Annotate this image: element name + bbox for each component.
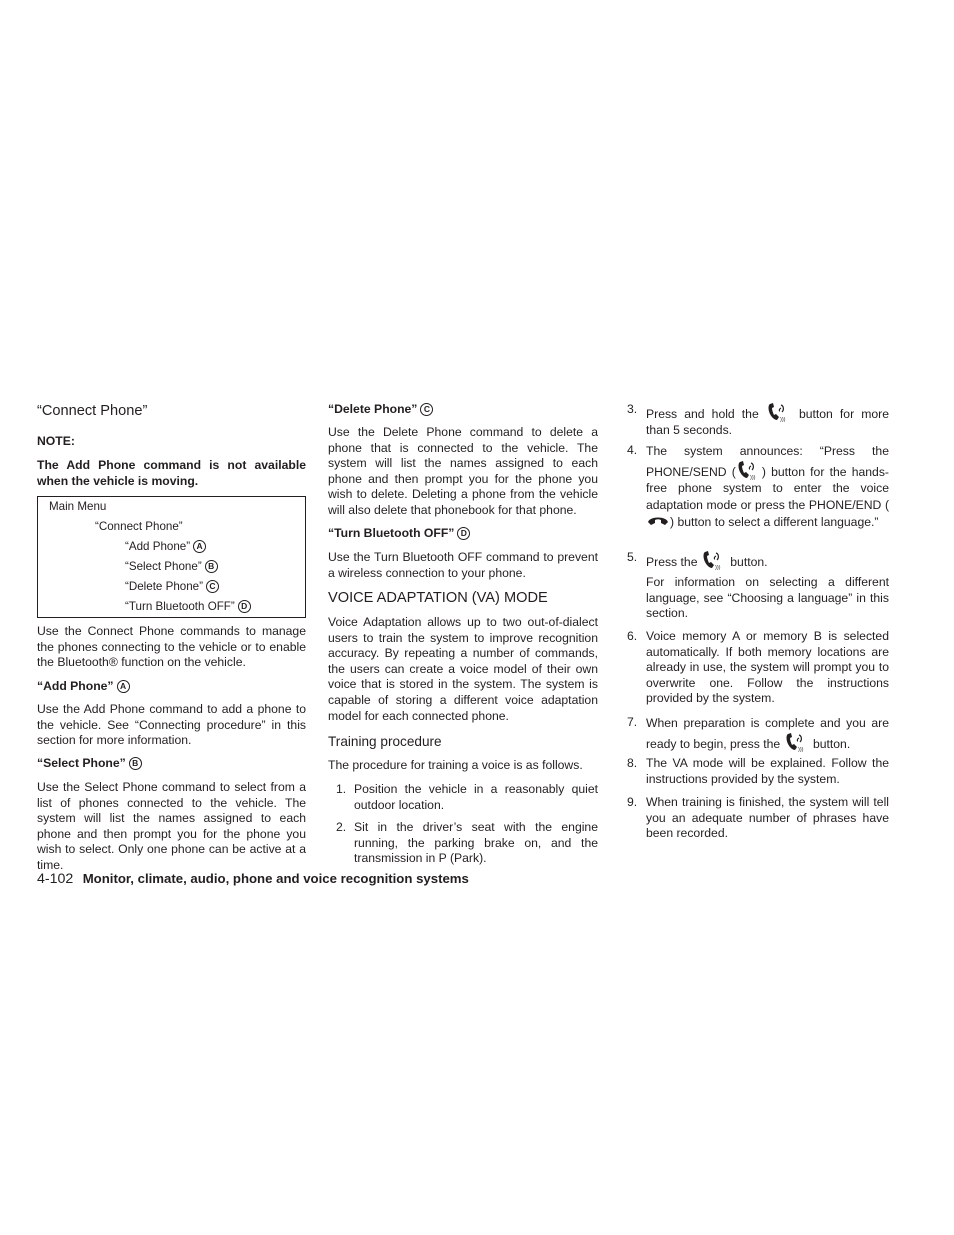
voice-adaptation-text: Voice Adaptation allows up to two out-of-dialect users to train the system to improve recognition accuracy. By repeating a number of commands, the users can create a voice model of their own voice that is stored in the system. The system is capable of storing a different voice adaptation model for each connected phone. [328, 615, 598, 723]
step-text [646, 550, 889, 571]
step-5-note: For information on selecting a different language, see “Choosing a language” in this section. [646, 575, 889, 621]
step-number: 9. [627, 795, 638, 809]
step-text-part: ) button to select a different language.” [670, 515, 879, 530]
select-phone-heading-label: “Select Phone” [37, 756, 126, 770]
step-text-part: Press the [646, 555, 698, 569]
page-number: 4-102 [37, 871, 74, 887]
step-number: 3. [627, 402, 638, 416]
list-item [627, 550, 889, 571]
menu-item-add-phone [125, 540, 206, 554]
add-phone-heading [37, 679, 306, 695]
menu-item-delete-phone [125, 580, 219, 594]
step-number: 7. [627, 715, 638, 729]
menu-item-main-menu: Main Menu [49, 500, 107, 513]
list-item [328, 782, 598, 813]
callout-b-badge: B [205, 560, 218, 573]
note-label: NOTE: [37, 434, 75, 448]
menu-item-select-phone [125, 560, 218, 574]
turn-bluetooth-off-heading [328, 526, 598, 542]
step-number: 5. [627, 550, 638, 564]
step-text-part: button. [812, 737, 851, 751]
callout-d-badge: D [238, 600, 251, 613]
turn-bluetooth-off-text: Use the Turn Bluetooth OFF command to prevent a wireless connection to your phone. [328, 550, 598, 580]
menu-item-connect-phone: “Connect Phone” [95, 520, 183, 533]
list-item [627, 443, 889, 531]
menu-item-select-phone-label: “Select Phone” [125, 560, 202, 573]
list-item [627, 402, 889, 438]
step-text-part: When preparation is complete and you are ready to begin, press the [646, 716, 889, 751]
step-text [646, 443, 889, 531]
menu-item-turn-bluetooth-off [125, 600, 251, 614]
list-item [627, 715, 889, 753]
callout-c-badge: C [206, 580, 219, 593]
step-number: 8. [627, 756, 638, 770]
add-phone-text: Use the Add Phone command to add a phone to the vehicle. See “Connecting procedure” in this section for more information. [37, 702, 306, 748]
step-text: The VA mode will be explained. Follow the instructions provided by the system. [646, 756, 889, 786]
section-heading-voice-adaptation: VOICE ADAPTATION (VA) MODE [328, 590, 548, 606]
step-text: Position the vehicle in a reasonably quiet outdoor location. [354, 782, 598, 812]
step-number: 4. [627, 443, 638, 457]
phone-send-icon [766, 402, 792, 422]
callout-d-badge: D [457, 527, 470, 540]
list-item [627, 756, 889, 787]
phone-send-icon [784, 732, 810, 752]
step-text [646, 402, 889, 438]
phone-end-icon [646, 513, 670, 527]
callout-a-badge: A [117, 680, 130, 693]
step-text: When training is finished, the system will tell you an adequate number of phrases have been recorded. [646, 795, 889, 841]
list-item [627, 795, 889, 842]
turn-bluetooth-off-heading-label: “Turn Bluetooth OFF” [328, 526, 455, 540]
delete-phone-heading-label: “Delete Phone” [328, 402, 418, 416]
section-heading-connect-phone: “Connect Phone” [37, 403, 148, 419]
step-number: 1. [336, 782, 347, 796]
callout-c-badge: C [420, 403, 433, 416]
step-text-part: button for more than 5 seconds. [646, 407, 889, 437]
menu-item-delete-phone-label: “Delete Phone” [125, 580, 203, 593]
menu-tree-box [37, 496, 306, 618]
chapter-title: Monitor, climate, audio, phone and voice recognition systems [82, 871, 469, 886]
step-text [646, 715, 889, 753]
menu-item-turn-bluetooth-off-label: “Turn Bluetooth OFF” [125, 600, 235, 613]
add-phone-heading-label: “Add Phone” [37, 679, 114, 693]
list-item [328, 820, 598, 867]
connect-phone-intro: Use the Connect Phone commands to manage the phones connecting to the vehicle or to enable the Bluetooth® function on the vehicle. [37, 624, 306, 670]
callout-a-badge: A [193, 540, 206, 553]
list-item [627, 629, 889, 707]
note-text: The Add Phone command is not available when the vehicle is moving. [37, 458, 306, 488]
step-number: 6. [627, 629, 638, 643]
phone-send-icon [701, 550, 727, 570]
step-text-part: The system announces: “Press the PHONE/SEND ( [646, 444, 889, 479]
subheading-training-procedure: Training procedure [328, 734, 442, 749]
delete-phone-text: Use the Delete Phone command to delete a phone that is connected to the vehicle. The system will list the names assigned to each phone and then prompt you for the phone you wish to delete. Deleting a phone from the vehicle will also delete that phonebook for that phone. [328, 425, 598, 517]
page-footer [37, 871, 469, 888]
phone-send-icon [736, 460, 762, 480]
step-number: 2. [336, 820, 347, 834]
select-phone-heading [37, 756, 306, 772]
select-phone-text: Use the Select Phone command to select from a list of phones connected to the vehicle. The system will list the names assigned to each phone and then prompt you for the phone you wish to select. Only one phone can be active at a time. [37, 780, 306, 872]
callout-b-badge: B [129, 757, 142, 770]
step-text-part: Press and hold the [646, 407, 759, 421]
training-intro: The procedure for training a voice is as follows. [328, 758, 583, 772]
step-text: Voice memory A or memory B is selected automatically. If both memory locations are already in use, the system will prompt you to overwrite one. Follow the instructions provided by the system. [646, 629, 889, 706]
step-text: Sit in the driver’s seat with the engine running, the parking brake on, and the transmission in P (Park). [354, 820, 598, 866]
delete-phone-heading [328, 402, 598, 418]
step-text-part: ) button for the hands-free phone system to enter the voice adaptation mode or press the PHONE/END ( [646, 464, 889, 512]
step-text-part: button. [730, 555, 768, 569]
menu-item-add-phone-label: “Add Phone” [125, 540, 191, 553]
